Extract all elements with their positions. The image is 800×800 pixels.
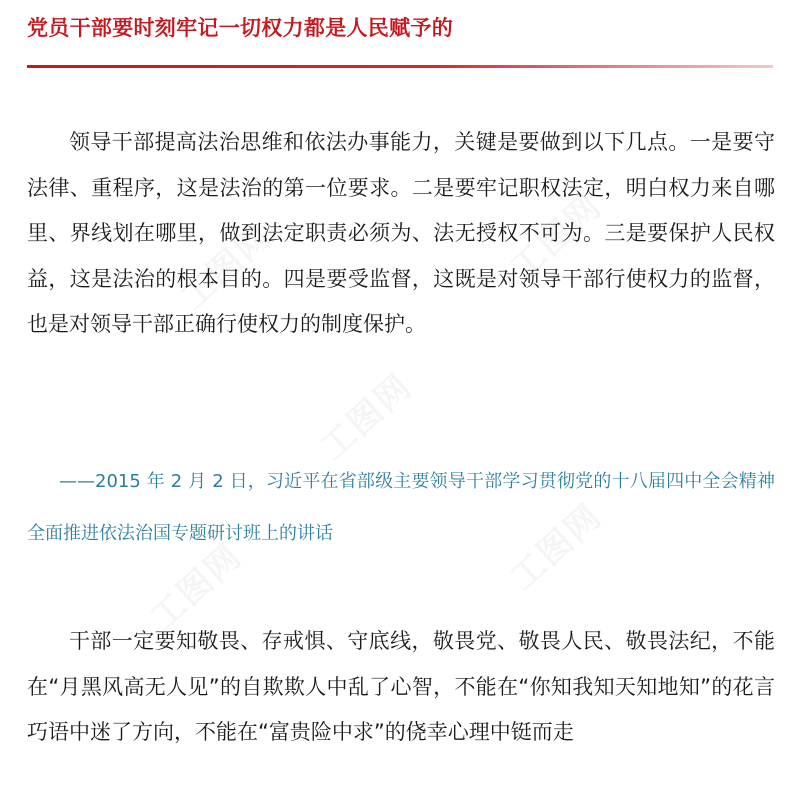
watermark: 工图网 [502,496,610,599]
body-paragraph-1: 领导干部提高法治思维和依法办事能力，关键是要做到以下几点。一是要守法律、重程序，这是法治的第一位要求。二是要牢记职权法定，明白权力来自哪里、界线划在哪里，做到法定职责必须为、法无授权不可为。三是要保护人民权益，这是法治的根本目的。四是要受监督，这既是对领导干部行使权力的监督，也是对领导干部正确行使权力的制度保护。 [27,130,775,336]
watermark: 工图网 [312,366,420,469]
watermark: 工图网 [172,216,280,319]
title-divider [27,65,773,68]
watermark: 工图网 [142,536,250,639]
watermark: 工图网 [502,186,610,289]
page-title: 党员干部要时刻牢记一切权力都是人民赋予的 [27,16,453,40]
body-paragraph-2: 干部一定要知敬畏、存戒惧、守底线，敬畏党、敬畏人民、敬畏法纪，不能在“月黑风高无人见”的自欺欺人中乱了心智，不能在“你知我知天知地知”的花言巧语中迷了方向，不能在“富贵险中求”的侥幸心理中铤而走 [27,629,775,744]
quote-source: ——2015 年 2 月 2 日，习近平在省部级主要领导干部学习贯彻党的十八届四中全会精神全面推进依法治国专题研讨班上的讲话 [27,471,775,544]
